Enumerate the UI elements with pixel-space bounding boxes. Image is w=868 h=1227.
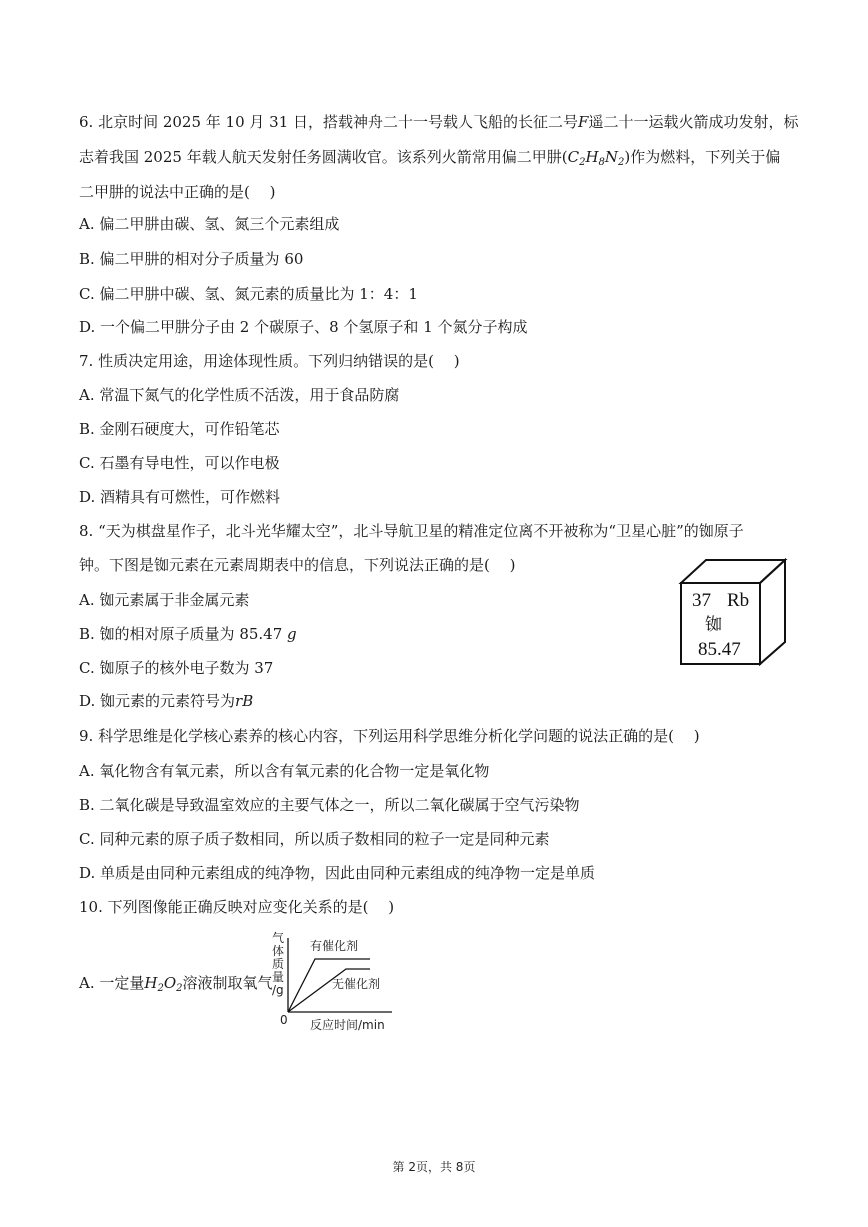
q9-option-d[interactable]: D. 单质是由同种元素组成的纯净物，因此由同种元素组成的纯净物一定是单质: [79, 864, 596, 882]
q8-option-a[interactable]: A. 铷元素属于非金属元素: [79, 591, 250, 609]
q7-stem: 7. 性质决定用途，用途体现性质。下列归纳错误的是( ): [79, 352, 460, 370]
element-atomic-mass: 85.47: [698, 639, 741, 660]
q9-option-a[interactable]: A. 氧化物含有氧元素，所以含有氧元素的化合物一定是氧化物: [79, 762, 490, 780]
q8-option-d[interactable]: D. 铷元素的元素符号为rB: [79, 692, 254, 710]
q10-stem: 10. 下列图像能正确反映对应变化关系的是( ): [79, 898, 395, 916]
series-label-catalyst: 有催化剂: [310, 939, 359, 953]
element-name: 铷: [705, 615, 722, 635]
q6-stem-line1: 6. 北京时间 2025 年 10 月 31 日，搭载神舟二十一号载人飞船的长征二号F遥二十一运载火箭成功发射，标: [79, 113, 799, 131]
q6-option-a[interactable]: A. 偏二甲肼由碳、氢、氮三个元素组成: [79, 215, 340, 233]
q8-option-b[interactable]: B. 铷的相对原子质量为 85.47 g: [79, 625, 297, 643]
formula-c2h8n2: $C_2H_8N_2$: [567, 148, 625, 168]
q9-option-c[interactable]: C. 同种元素的原子质子数相同，所以质子数相同的粒子一定是同种元素: [79, 830, 550, 848]
origin-label: 0: [280, 1013, 288, 1027]
q9-stem: 9. 科学思维是化学核心素养的核心内容，下列运用科学思维分析化学问题的说法正确的是( ): [79, 727, 700, 745]
option-a-graph: [270, 930, 410, 1035]
q8-stem-line1: 8. “天为棋盘星作子，北斗光华耀太空”，北斗导航卫星的精准定位离不开被称为“卫星心脏”的铷原子: [79, 522, 744, 540]
y-axis-label-char: 质: [272, 957, 285, 971]
series-label-no-catalyst: 无催化剂: [332, 977, 381, 991]
page-footer: 第 2页，共 8页: [392, 1160, 476, 1174]
q8-stem-line2: 钟。下图是铷元素在元素周期表中的信息，下列说法正确的是( ): [79, 556, 516, 574]
q10-option-a[interactable]: A. 一定量$H_2O_2$溶液制取氧气: [79, 974, 273, 994]
q9-option-b[interactable]: B. 二氧化碳是导致温室效应的主要气体之一，所以二氧化碳属于空气污染物: [79, 796, 580, 814]
element-atomic-number: 37: [692, 590, 711, 611]
element-symbol: Rb: [727, 590, 750, 611]
q7-option-a[interactable]: A. 常温下氮气的化学性质不活泼，用于食品防腐: [79, 386, 400, 404]
q7-option-d[interactable]: D. 酒精具有可燃性，可作燃料: [79, 488, 281, 506]
y-axis-label-char: /g: [272, 983, 284, 997]
q6-option-d[interactable]: D. 一个偏二甲肼分子由 2 个碳原子、8 个氢原子和 1 个氮分子构成: [79, 318, 528, 336]
q7-option-b[interactable]: B. 金刚石硬度大，可作铅笔芯: [79, 420, 280, 438]
y-axis-label-char: 体: [272, 944, 285, 958]
q6-stem-line2: 志着我国 2025 年载人航天发射任务圆满收官。该系列火箭常用偏二甲肼$(C_2H_8N_2)$作为燃料，下列关于偏: [79, 148, 781, 168]
y-axis-label-char: 气: [272, 931, 285, 945]
y-axis-label-char: 量: [272, 970, 285, 984]
q6-stem-line3: 二甲肼的说法中正确的是( ): [79, 183, 276, 201]
x-axis-label: 反应时间/min: [310, 1018, 385, 1032]
q6-option-c[interactable]: C. 偏二甲肼中碳、氢、氮元素的质量比为 1：4：1: [79, 285, 418, 303]
q8-option-c[interactable]: C. 铷原子的核外电子数为 37: [79, 659, 274, 677]
q6-option-b[interactable]: B. 偏二甲肼的相对分子质量为 60: [79, 250, 304, 268]
q7-option-c[interactable]: C. 石墨有导电性，可以作电极: [79, 454, 280, 472]
